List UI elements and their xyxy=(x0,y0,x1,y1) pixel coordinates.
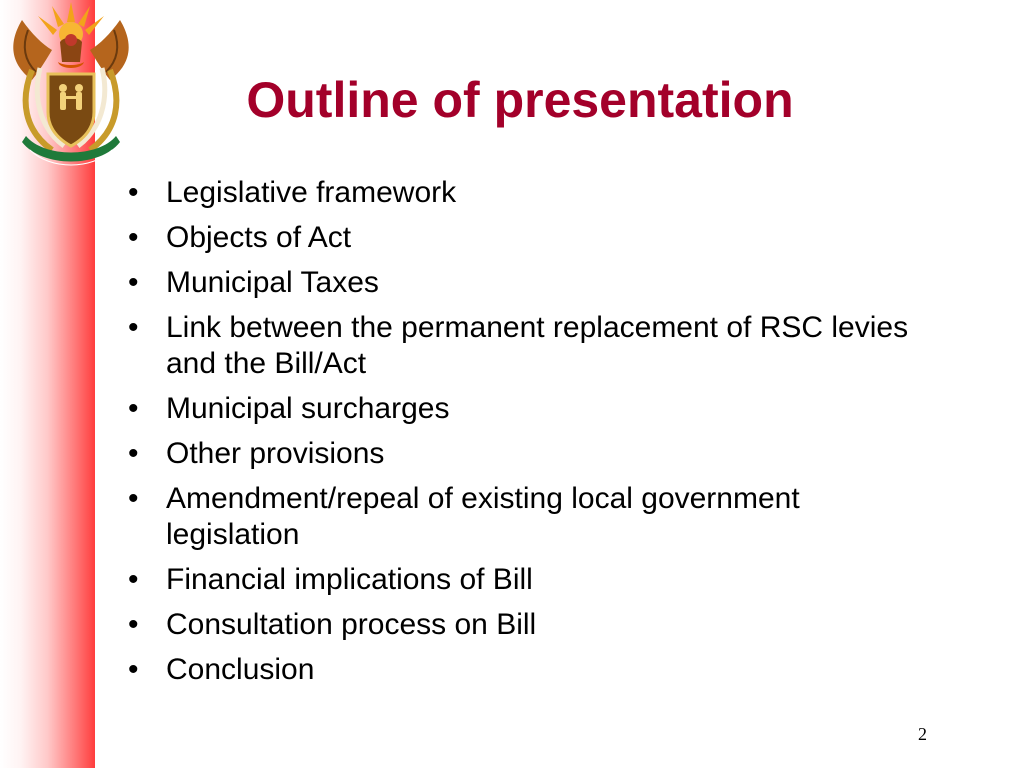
slide-title: Outline of presentation xyxy=(246,72,794,128)
page-number: 2 xyxy=(918,724,927,744)
list-item-text: Legislative framework xyxy=(166,176,457,209)
bullet-dot: • xyxy=(128,176,139,209)
bullet-list xyxy=(118,175,918,697)
list-item-text: Consultation process on Bill xyxy=(166,608,537,641)
list-item xyxy=(118,481,918,553)
list-item xyxy=(118,391,918,427)
bullet-dot: • xyxy=(128,653,139,686)
list-item xyxy=(118,607,918,643)
list-item-text: Financial implications of Bill xyxy=(166,563,533,596)
list-item-text: Amendment/repeal of existing local government legislation xyxy=(166,482,800,551)
bullet-dot: • xyxy=(128,482,139,515)
list-item xyxy=(118,652,918,688)
bullet-dot: • xyxy=(128,392,139,425)
list-item xyxy=(118,310,918,382)
bullet-dot: • xyxy=(128,563,139,596)
list-item xyxy=(118,175,918,211)
list-item xyxy=(118,436,918,472)
list-item xyxy=(118,220,918,256)
bullet-dot: • xyxy=(128,221,139,254)
list-item-text: Objects of Act xyxy=(166,221,352,254)
bullet-dot: • xyxy=(128,437,139,470)
list-item-text: Conclusion xyxy=(166,653,315,686)
list-item-text: Link between the permanent replacement of RSC levies and the Bill/Act xyxy=(166,311,909,380)
bullet-dot: • xyxy=(128,608,139,641)
bullet-dot: • xyxy=(128,266,139,299)
bullet-dot: • xyxy=(128,311,139,344)
list-item-text: Other provisions xyxy=(166,437,385,470)
list-item-text: Municipal Taxes xyxy=(166,266,379,299)
list-item xyxy=(118,562,918,598)
list-item xyxy=(118,265,918,301)
list-item-text: Municipal surcharges xyxy=(166,392,450,425)
